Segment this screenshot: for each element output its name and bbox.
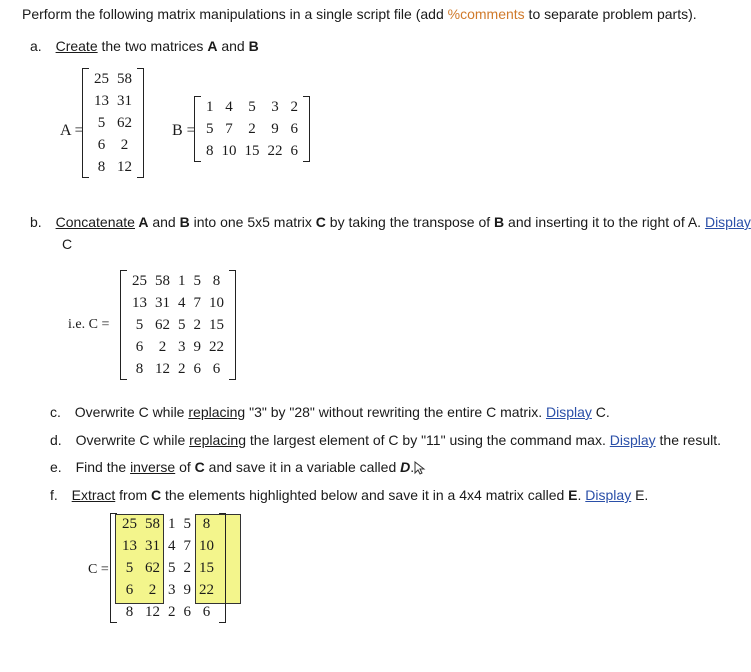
matrix-b-cell: 2 xyxy=(290,99,298,115)
matrix-c-cell: 5 xyxy=(178,317,186,333)
matrix-c2-cell: 7 xyxy=(183,538,191,554)
b-t4: into one 5x5 matrix xyxy=(189,214,316,230)
matrix-b-cell: 4 xyxy=(225,99,233,115)
part-a-A: A xyxy=(207,38,218,54)
d-t3: the result. xyxy=(655,432,722,448)
matrix-c-cell: 31 xyxy=(155,295,170,311)
matrix-a-cell: 25 xyxy=(94,71,109,87)
matrix-a-cell: 2 xyxy=(120,137,129,153)
matrix-c2-cell: 3 xyxy=(168,582,176,598)
matrix-c-cell: 12 xyxy=(155,361,170,377)
d-t1: Overwrite C while xyxy=(75,432,190,448)
matrix-c-cell: 5 xyxy=(135,317,144,333)
matrix-c2-cell: 6 xyxy=(125,582,134,598)
matrix-b-row xyxy=(202,96,302,118)
e-t1: Find the xyxy=(75,459,131,475)
matrix-b-cell: 15 xyxy=(244,143,260,159)
matrix-c-name: i.e. C = xyxy=(68,317,110,332)
matrix-c-cell: 6 xyxy=(135,339,144,355)
matrix-c2-cell: 62 xyxy=(145,560,160,576)
matrix-b-cell: 6 xyxy=(290,143,298,159)
b-t8: and inserting it to the right of xyxy=(504,214,688,230)
replacing-word-d: replacing xyxy=(189,432,246,448)
matrix-c2-cell: 5 xyxy=(183,516,191,532)
part-a-B: B xyxy=(248,38,259,54)
part-d-label: d. xyxy=(50,432,62,448)
part-f xyxy=(50,487,648,503)
matrix-c-cell: 2 xyxy=(178,361,186,377)
matrix-a-cell: 62 xyxy=(117,115,132,131)
matrix-c-cell: 15 xyxy=(209,317,224,333)
part-b-c: C xyxy=(62,236,73,252)
matrix-c2-cell: 5 xyxy=(168,560,176,576)
matrix-b-cell: 5 xyxy=(248,99,256,115)
matrix-c-cell: 6 xyxy=(193,361,201,377)
matrix-b-cell: 7 xyxy=(225,121,233,137)
b-t6: by taking the transpose of xyxy=(325,214,495,230)
mouse-pointer-icon xyxy=(414,461,426,475)
part-a-label: a. xyxy=(30,38,42,54)
b-A: A xyxy=(134,214,149,230)
matrix-c2-cell: 22 xyxy=(199,582,214,598)
matrix-c-cell: 58 xyxy=(155,273,170,289)
matrix-c2-cell: 25 xyxy=(122,516,137,532)
concatenate-word: Concatenate xyxy=(55,214,135,230)
matrix-c2-cell: 4 xyxy=(168,538,176,554)
display-word-d: Display xyxy=(609,432,656,448)
f-t2: the elements highlighted below and save it in a 4x4 matrix called xyxy=(161,487,569,503)
matrix-c2-cell: 6 xyxy=(183,604,191,620)
header-text-end: to separate problem parts). xyxy=(524,6,697,22)
matrix-a-cell: 6 xyxy=(97,137,106,153)
part-b xyxy=(30,214,751,230)
matrix-b-cell: 10 xyxy=(221,143,237,159)
e-t4: . xyxy=(410,459,415,475)
f-C: C xyxy=(151,487,162,503)
matrix-c2-cell: 1 xyxy=(168,516,176,532)
part-f-label: f. xyxy=(50,487,58,503)
matrix-c-cell: 25 xyxy=(132,273,147,289)
matrix-b-cell: 1 xyxy=(206,99,214,115)
matrix-a-cell: 31 xyxy=(117,93,132,109)
matrix-c-row xyxy=(128,314,228,336)
part-d xyxy=(50,432,721,448)
b-B2: B xyxy=(494,214,505,230)
matrix-c-cell: 5 xyxy=(193,273,201,289)
display-word-b: Display xyxy=(704,214,751,230)
create-word: Create xyxy=(55,38,98,54)
matrix-b-cell: 2 xyxy=(248,121,256,137)
matrix-c-cell: 10 xyxy=(209,295,224,311)
matrix-a-cell: 13 xyxy=(94,93,109,109)
matrix-c2 xyxy=(110,513,226,623)
matrix-a-row xyxy=(90,90,136,112)
c-t3: C. xyxy=(591,404,610,420)
matrix-c2-row xyxy=(118,513,218,535)
b-t2: and xyxy=(148,214,180,230)
display-word-f: Display xyxy=(585,487,632,503)
matrix-c2-cell: 9 xyxy=(183,582,191,598)
matrix-a-cell: 5 xyxy=(97,115,106,131)
b-t10: . xyxy=(697,214,705,230)
c-t2: "3" by "28" without rewriting the entire C matrix. xyxy=(245,404,546,420)
matrix-c-cell: 8 xyxy=(135,361,144,377)
matrix-c2-cell: 2 xyxy=(183,560,191,576)
display-word-c: Display xyxy=(545,404,592,420)
matrix-c-cell: 7 xyxy=(193,295,201,311)
part-b-label: b. xyxy=(30,214,42,230)
f-E: E xyxy=(568,487,578,503)
matrix-c2-name: C = xyxy=(88,562,109,577)
replacing-word-c: replacing xyxy=(188,404,246,420)
matrix-c2-cell: 31 xyxy=(145,538,160,554)
matrix-a-cell: 12 xyxy=(117,159,132,175)
matrix-c2-cell: 2 xyxy=(168,604,176,620)
matrix-a-cell: 8 xyxy=(97,159,106,175)
instructions-header xyxy=(22,6,697,22)
matrix-c-cell: 2 xyxy=(193,317,201,333)
f-t3: . xyxy=(577,487,586,503)
matrix-b-cell: 6 xyxy=(290,121,298,137)
matrix-c-cell: 62 xyxy=(155,317,170,333)
matrix-c-cell: 1 xyxy=(178,273,186,289)
e-t3: and save it in a variable called xyxy=(204,459,401,475)
matrix-c-row xyxy=(128,270,228,292)
matrix-c2-cell: 6 xyxy=(202,604,211,620)
matrix-c-cell: 4 xyxy=(178,295,186,311)
matrix-b-cell: 8 xyxy=(206,143,214,159)
matrix-a-row xyxy=(90,134,136,156)
matrix-c2-row xyxy=(118,601,218,623)
matrix-c2-cell: 10 xyxy=(199,538,214,554)
f-t1: from xyxy=(115,487,152,503)
matrix-c2-cell: 12 xyxy=(145,604,160,620)
b-A2: A xyxy=(687,214,698,230)
b-B: B xyxy=(179,214,190,230)
matrix-c2-cell: 5 xyxy=(125,560,134,576)
matrix-c-cell: 22 xyxy=(209,339,224,355)
c-t1: Overwrite C while xyxy=(74,404,189,420)
matrix-c-cell: 6 xyxy=(212,361,221,377)
b-C: C xyxy=(315,214,326,230)
matrix-a-row xyxy=(90,68,136,90)
matrix-c2-cell: 8 xyxy=(202,516,211,532)
matrix-c-cell: 8 xyxy=(212,273,221,289)
matrix-a-cell: 58 xyxy=(117,71,132,87)
matrix-c2-cell: 2 xyxy=(148,582,157,598)
matrix-c-cell: 2 xyxy=(158,339,167,355)
e-t2: of xyxy=(175,459,195,475)
inverse-word: inverse xyxy=(130,459,176,475)
matrix-b-cell: 22 xyxy=(267,143,283,159)
matrix-c2-cell: 8 xyxy=(125,604,134,620)
matrix-c-row xyxy=(128,336,228,358)
d-t2: the largest element of C by "11" using the command max. xyxy=(246,432,610,448)
matrix-b xyxy=(194,96,310,162)
part-c-label: c. xyxy=(50,404,61,420)
matrix-b-name: B = xyxy=(172,122,196,139)
e-D: D xyxy=(400,459,411,475)
part-a xyxy=(30,38,259,54)
matrix-b-row xyxy=(202,140,302,162)
part-a-and: and xyxy=(217,38,249,54)
matrix-c-cell: 13 xyxy=(132,295,147,311)
matrix-c2-row xyxy=(118,535,218,557)
comment-keyword: %comments xyxy=(447,6,525,22)
extract-word: Extract xyxy=(71,487,116,503)
matrix-c-cell: 3 xyxy=(178,339,186,355)
header-text: Perform the following matrix manipulations in a single script file (add xyxy=(22,6,448,22)
matrix-c xyxy=(120,270,236,380)
e-C: C xyxy=(194,459,205,475)
matrix-c-cell: 9 xyxy=(193,339,201,355)
matrix-a-name: A = xyxy=(60,122,84,139)
part-e xyxy=(50,459,414,475)
matrix-a xyxy=(82,68,144,178)
matrix-a-row xyxy=(90,112,136,134)
part-e-label: e. xyxy=(50,459,62,475)
matrix-c2-row xyxy=(118,557,218,579)
part-a-text: the two matrices xyxy=(97,38,208,54)
matrix-c2-cell: 15 xyxy=(199,560,214,576)
matrix-b-cell: 3 xyxy=(271,99,279,115)
matrix-b-cell: 9 xyxy=(271,121,279,137)
part-c xyxy=(50,404,610,420)
f-t4: E. xyxy=(631,487,649,503)
matrix-b-row xyxy=(202,118,302,140)
matrix-c2-cell: 58 xyxy=(145,516,160,532)
matrix-c-row xyxy=(128,358,228,380)
matrix-a-row xyxy=(90,156,136,178)
matrix-b-cell: 5 xyxy=(206,121,214,137)
matrix-c2-row xyxy=(118,579,218,601)
matrix-c-row xyxy=(128,292,228,314)
matrix-c2-cell: 13 xyxy=(122,538,137,554)
